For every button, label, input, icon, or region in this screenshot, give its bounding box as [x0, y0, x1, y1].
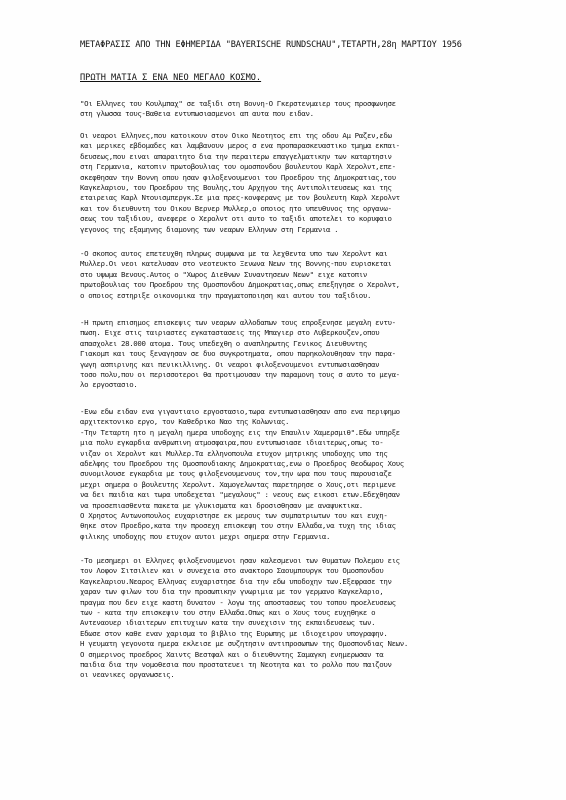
text-line: σκεφθησαν την Βοννη οπου ησαν φιλοξενουμενοι του Προεδρου της Δημοκρατιας,του — [80, 172, 396, 182]
article-title: ΠΡΩΤΗ ΜΑΤΙΑ Σ ΕΝΑ ΝΕΟ ΜΕΓΑΛΟ ΚΟΣΜΟ. — [80, 73, 262, 83]
text-line: -Το μεσημερι οι Ελληνες φιλοξενουμενοι ησαν καλεσμενοι των θυματων Πολεμου εις — [80, 556, 400, 565]
text-line: γεγονος της εξαμηνης διαμονης των νεαρων Ελληνων στη Γερμανια . — [80, 224, 339, 234]
text-line: Οι νεαροι Ελληνες,που κατοικουν στον Οικο Νεοτητος επι της οδου Αμ Ραζεν,εδω — [80, 131, 392, 140]
text-line: των - κατα την επισκεψιν του στην Ελλαδα.Οπως και ο Χους τους ευχηθηκε ο — [80, 608, 376, 618]
text-line: και τον διευθυντη του Οικου Βερνερ Μυλλερ,ο οποιος ητο υπευθυνος της οργανω- — [80, 203, 392, 213]
text-line: Γιακομπ και τους ξεναγησαν σε δυο συγκροτηματα, οπου παρηκολουθησαν την παρα- — [80, 349, 396, 359]
text-line: αδελφης του Προεδρου της Ομοσπονδιακης Δημοκρατιας,ενω ο Προεδρος Θεοδωρος Χους — [80, 459, 404, 469]
text-line: τον Λοφον Σιτσιλιεν και ν συνεχεια στο ανακτορο Σαουμπουργκ του Ομοσπονδου — [80, 566, 384, 576]
text-line: -Η πρωτη επισημος επισκεψις των νεαρων αλλοδαπων τους επροξενησε μεγαλη εντυ- — [80, 318, 396, 327]
text-line: πωση. Ειχε στις ταιριαστες εγκαταστασεις της Μπαγιερ στο Λυβερκουζεν,οπου — [80, 328, 380, 338]
text-line: απασχολει 28.000 ατομα. Τους υπεδεχθη ο αναπληρωτης Γενικος Διευθυντης — [80, 338, 367, 348]
text-line: "Οι Ελληνες του Κουλμπαχ" σε ταξιδι στη Βοννη-Ο Γκερστενμαιερ τους προσφωνησε — [80, 99, 396, 108]
text-line: Καγκελαριου.Νεαρος Ελληνας ευχαριστησε δια την εδω υποδοχην των.Εξεφρασε την — [80, 576, 392, 586]
paragraph-bayer — [80, 318, 512, 391]
text-line: λο εργοστασιο. — [80, 380, 138, 390]
text-line: χαραν των φιλων του δια την προσωπικην γνωριμια με τον γερμανο Καγκελαριο, — [80, 587, 384, 597]
text-line: παιδια δια την νομοθεσια που προστατευει τη Νεοτητα και το ρολλο που παιζουν — [80, 660, 392, 670]
paragraph-cologne — [80, 407, 512, 542]
text-line: πρωτοβουλιας του Προεδρου της Ομοσπονδου Δημοκρατιας,οπως επεξηγησε ο Χερολντ, — [80, 280, 400, 290]
text-line: στη Γερμανια, κατοπιν πρωτοβουλιας του ομοσπονδου βουλευτου Καρλ Χερολντ,επε- — [80, 162, 396, 172]
text-line: -Ο σκοπος αυτος επετευχθη πληρως συμφωνα με τα λεχθεντα υπο των Χερολντ και — [80, 249, 388, 258]
text-line: νιζαν οι Χερολντ και Μυλλερ.Τα ελληνοπουλα ετυχον μητρικης υποδοχης υπο της — [80, 448, 388, 458]
text-line: -Ενω εδω ειδαν ενα γιγαντιαιο εργοστασιο,τωρα εντυπωσιασθησαν απο ενα περιφημο — [80, 407, 400, 416]
paragraph-visit — [80, 131, 512, 235]
text-line: Εδωσε στον καθε εναν χαρισμα το βιβλιο της Ευρωπης με ιδιοχειρον υπογραφην. — [80, 628, 388, 638]
text-line: να δει παιδια και τωρα υποδεχεται "μεγαλους" : νεους εως εικοσι ετων.Εδεχθησαν — [80, 490, 400, 500]
text-line: συνομιλουσε εγκαρδια με τους φιλοξενουμενους τον,την ωρα που τους παρουσιαζε — [80, 469, 392, 479]
text-line: ο οποιος εστηριξε οικονομικα την πραγματοποιηση και αυτου του ταξιδιου. — [80, 290, 372, 300]
text-line: και μερικες εβδομαδες και λαμβανουν μερος σ ενα προπαρασκευαστικο τμημα εκπαι- — [80, 141, 400, 151]
text-line: στο υψωμα Βενους.Αυτος ο "Χωρος Διεθνων Συναντησεων Νεων" ειχε κατοπιν — [80, 269, 367, 279]
text-line: εταιρειας Καρλ Ντουισμπεργκ.Σε μια πρες-κονφερανς με τον βουλευτη Καρλ Χερολντ — [80, 193, 400, 203]
text-line: Αντεναουερ ιδιαιτερων επιτυχιων κατα την συνεχισιν της εκπαιδευσεως των. — [80, 618, 376, 628]
text-line: Καγκελαριου, του Προεδρου της Βουλης,του Αρχηγου της Αντιπολιτευσεως και της — [80, 183, 392, 193]
text-line: θηκε στον Προεδρο,κατα την προσεχη επισκεψη του στην Ελλαδα,να τυχη της ιδιας — [80, 521, 396, 531]
text-line: οι νεανικες οργανωσεις. — [80, 670, 175, 680]
text-line: αρχιτεκτονικο εργο, τον Καθεδρικο Ναο της Κολωνιας. — [80, 417, 290, 427]
text-line: γωγη ασπιρινης και πενικιλλινης. Οι νεαροι φιλοξενουμενοι εντυπωσιασθησαν — [80, 359, 380, 369]
document-header: ΜΕΤΑΦΡΑΣΙΣ ΑΠΟ ΤΗΝ ΕΦΗΜΕΡΙΔΑ "BAYERISCHE RUNDSCHAU",ΤΕΤΑΡΤΗ,28η ΜΑΡΤΙΟΥ 1956 — [80, 40, 462, 50]
paragraph-adenauer — [80, 556, 512, 681]
text-line: Η γευματη γεγονοτα ημερα εκλεισε με συζητησιν αντιπροσωπων της Ομοσπονδιας Νεων. — [80, 639, 408, 649]
text-line: -Την Τεταρτη ητο η μεγαλη ημερα υποδοχης εις την Επαυλιν Χαμερσμιθ".Εδω υπηρξε — [80, 427, 400, 437]
text-line: στη γλωσσα τους-Βαθεια εντυπωσιασμενοι απ αυτα που ειδαν. — [80, 109, 314, 119]
text-line: σεως του ταξιδιου, ανεφερε ο Χερολντ οτι αυτο το ταξιδι αποτελει το κορυφαιο — [80, 214, 392, 224]
text-line: Μυλλερ.Οι νεοι κατελυσαν στο νεοτευκτο Ξενωνα Νεων της Βοννης-που ευρισκεται — [80, 259, 392, 269]
text-line: να προσεπιασθεντα πακετα με γλυκισματα και δροσισθησαν με αναψυκτικα. — [80, 500, 363, 510]
text-line: φιλικης υποδοχης που ετυχον αυτοι μεχρι σημερα στην Γερμανια. — [80, 531, 331, 541]
text-line: δευσεως,που ειναι απαραιτητο δια την περαιτερω επαγγελματικην των καταρτησιν — [80, 151, 392, 161]
paragraph-purpose — [80, 249, 512, 301]
text-line: Ο Χρηστος Αντωνοπουλος ευχαριστησε εκ μερους των συμπατριωτων του και ευχη- — [80, 511, 388, 521]
text-line: μια πολυ εγκαρδια ανθρωπινη ατμοσφαιρα,που εντυπωσιασε ιδιαιτερως,οπως το- — [80, 438, 384, 448]
text-line: μεχρι σημερα ο βουλευτης Χερολντ. Χαμογελωντας παρετηρησε ο Χους,οτι περιμενε — [80, 479, 396, 489]
paragraph-intro — [80, 99, 512, 120]
text-line: τοσο πολυ,που οι περισσοτεροι θα προτιμουσαν την παραμονη τους σ αυτο το μεγα- — [80, 370, 400, 380]
text-line: πραγμα που δεν ειχε καστη δυνατον - λογω της αποστασεως του τοπου προελευσεως — [80, 597, 396, 607]
text-line: Ο σημερινος προεδρος Χαιντς Βεστφαλ και ο διευθυντης Σαμαγκη ενημερωσαν τα — [80, 649, 384, 659]
